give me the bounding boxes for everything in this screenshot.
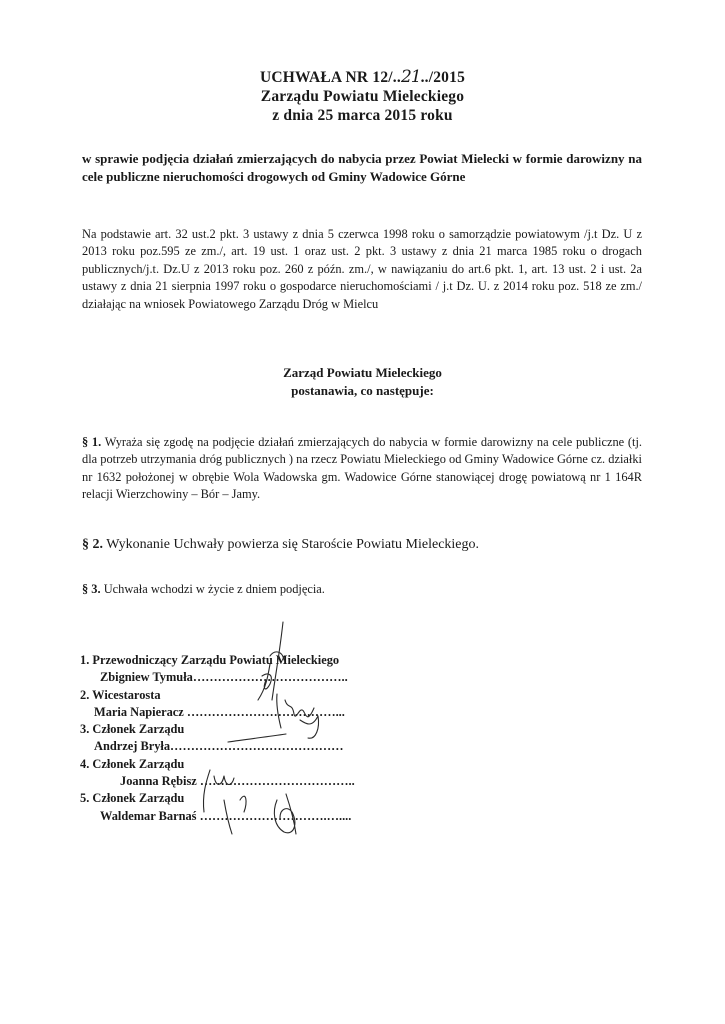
section-3-label: § 3. [82, 582, 101, 596]
title-prefix: UCHWAŁA NR 12/.. [259, 69, 401, 86]
handwritten-resolution-number: 21 [400, 67, 421, 87]
legal-basis: Na podstawie art. 32 ust.2 pkt. 3 ustawy z dnia 5 czerwca 1998 roku o samorządzie powiatowym /j.t Dz. U z 2013 roku poz.595 ze zm./, art. 19 ust. 1 oraz ust. 2 pkt. 3 ustawy z dnia 21 marca 1985 roku o drogach publicznych/j.t. Dz.U z 2013 roku poz. 260 z późn. zm./, w nawiązaniu do art.6 pkt. 1, art. 13 ust. 2 i ust. 2a ustawy z dnia 21 sierpnia 1997 roku o gospodarce nieruchomościami / j.t Dz. U. z 2014 roku poz. 518 ze zm./ działając na wniosek Powiatowego Zarządu Dróg w Mielcu [82, 227, 642, 311]
signatory-1-role: 1. Przewodniczący Zarządu Powiatu Mieleckiego [80, 653, 340, 667]
signatory-3-name: Andrzej Bryła…………………………………… [94, 739, 344, 754]
signatory-5-role: 5. Członek Zarządu [80, 791, 185, 806]
signatory-3-role: 3. Członek Zarządu [80, 722, 185, 737]
section-2-label: § 2. [82, 537, 103, 552]
board-name: Zarząd Powiatu Mieleckiego [283, 365, 442, 380]
board-decides: postanawia, co następuje: [291, 383, 434, 398]
issuing-body: Zarządu Powiatu Mieleckiego [260, 88, 465, 105]
resolution-header [0, 68, 725, 125]
section-2-text: Wykonanie Uchwały powierza się Staroście Powiatu Mieleckiego. [103, 537, 480, 552]
resolution-date: z dnia 25 marca 2015 roku [272, 107, 453, 124]
section-1 [82, 434, 642, 504]
title-suffix: ../2015 [420, 69, 466, 86]
signatory-5-name: Waldemar Barnaś ………………………….….... [100, 808, 352, 823]
signatory-4-name: Joanna Rębisz ……………………………….. [120, 774, 355, 789]
signatory-2-name: Maria Napieracz ………………………………... [94, 704, 345, 719]
section-3-text: Uchwała wchodzi w życie z dniem podjęcia. [100, 582, 325, 596]
signatory-2-role: 2. Wicestarosta [80, 687, 161, 702]
signatories-list [80, 652, 400, 825]
section-1-label: § 1. [82, 435, 102, 449]
resolution-title [0, 68, 725, 87]
signatory-1-name: Zbigniew Tymuła……………………………….. [100, 670, 348, 685]
section-3 [82, 581, 642, 598]
board-decision-heading [0, 364, 725, 400]
section-1-text: Wyraża się zgodę na podjęcie działań zmierzających do nabycia w formie darowizny na cele publiczne (tj. dla potrzeb utrzymania dróg publicznych ) na rzecz Powiatu Mieleckiego od Gminy Wadowice Górne cz. działki nr 1632 położonej w obrębie Wola Wadowska gm. Wadowice Górne stanowiącej drogę powiatową nr 1 164R relacji Wierzchowiny – Bór – Jamy. [82, 435, 642, 502]
resolution-subject: w sprawie podjęcia działań zmierzających do nabycia przez Powiat Mielecki w formie darowizny na cele publiczne nieruchomości drogowych od Gminy Wadowice Górne [82, 151, 642, 184]
signatory-4-role: 4. Członek Zarządu [80, 756, 185, 771]
section-2 [82, 536, 642, 553]
